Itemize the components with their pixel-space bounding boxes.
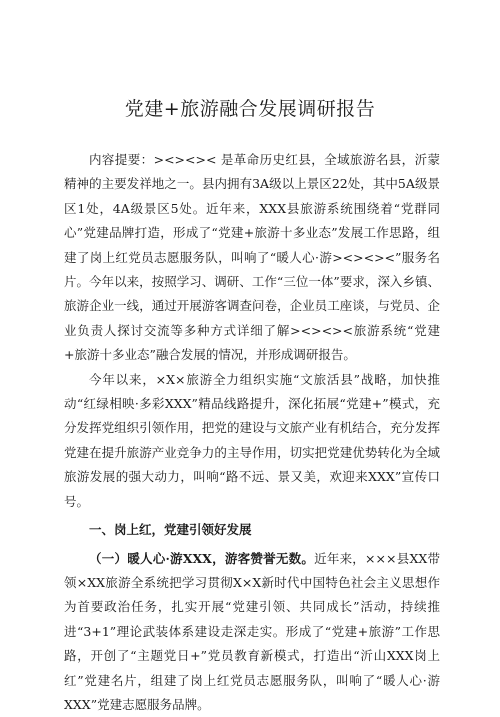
abstract-label: 内容提要：: [89, 152, 154, 167]
subsection-text-1: 近年来，×××县XX带领×XX旅游全系统把学习贯彻X×X新时代中国特色社会主义思想作为首要政治任务，扎实开展“党建引领、共同成长”活动，持续推进“3+1”理论武装体系建设走深走实。形成了“党建+旅游”工作思路，开创了“主题党日+”党员教育新模式，打造出“沂山XXX岗上红”党建名片，组建了岗上红党员志愿服务队，叫响了“暖人心·游XXX”党建志愿服务品牌。: [64, 551, 440, 712]
document-body: [64, 148, 440, 717]
section-heading-1: 一、岗上红，党建引领好发展: [64, 518, 440, 542]
document-title: 党建+旅游融合发展调研报告: [0, 94, 500, 121]
intro-paragraph: 今年以来，×X×旅游全力组织实施“文旅活县”战略，加快推动“红绿相映·多彩XXX”精品线路提升，深化拓展“党建+”模式，充分发挥党组织引领作用，把党的建设与文旅产业有机结合，充分发挥党建在提升旅游产业竞争力的主导作用，切实把党建优势转化为全域旅游发展的强大动力，叫响“路不远、景又美，欢迎来XXX”宣传口号。: [64, 368, 440, 514]
subsection-paragraph-1: [64, 547, 440, 717]
subsection-label-1: （一）暖人心·游XXX，游客赞誉无数。: [89, 551, 314, 566]
abstract-paragraph: [64, 148, 440, 368]
abstract-text: ><><>< 是革命历史红县，全域旅游名县，沂蒙精神的主要发祥地之一。县内拥有3A级以上景区22处，其中5A级景区1处，4A级景区5处。近年来，XXX县旅游系统围绕着“党群同心”党建品牌打造，形成了“党建+旅游十多业态”发展工作思路，组建了岗上红党员志愿服务队，叫响了“暖人心·游><><><”服务名片。今年以来，按照学习、调研、工作“三位一体”要求，深入乡镇、旅游企业一线，通过开展游客调查问卷，企业员工座谈，与党员、企业负责人探讨交流等多种方式详细了解><><><旅游系统“党建+旅游十多业态”融合发展的情况，并形成调研报告。: [64, 152, 440, 362]
